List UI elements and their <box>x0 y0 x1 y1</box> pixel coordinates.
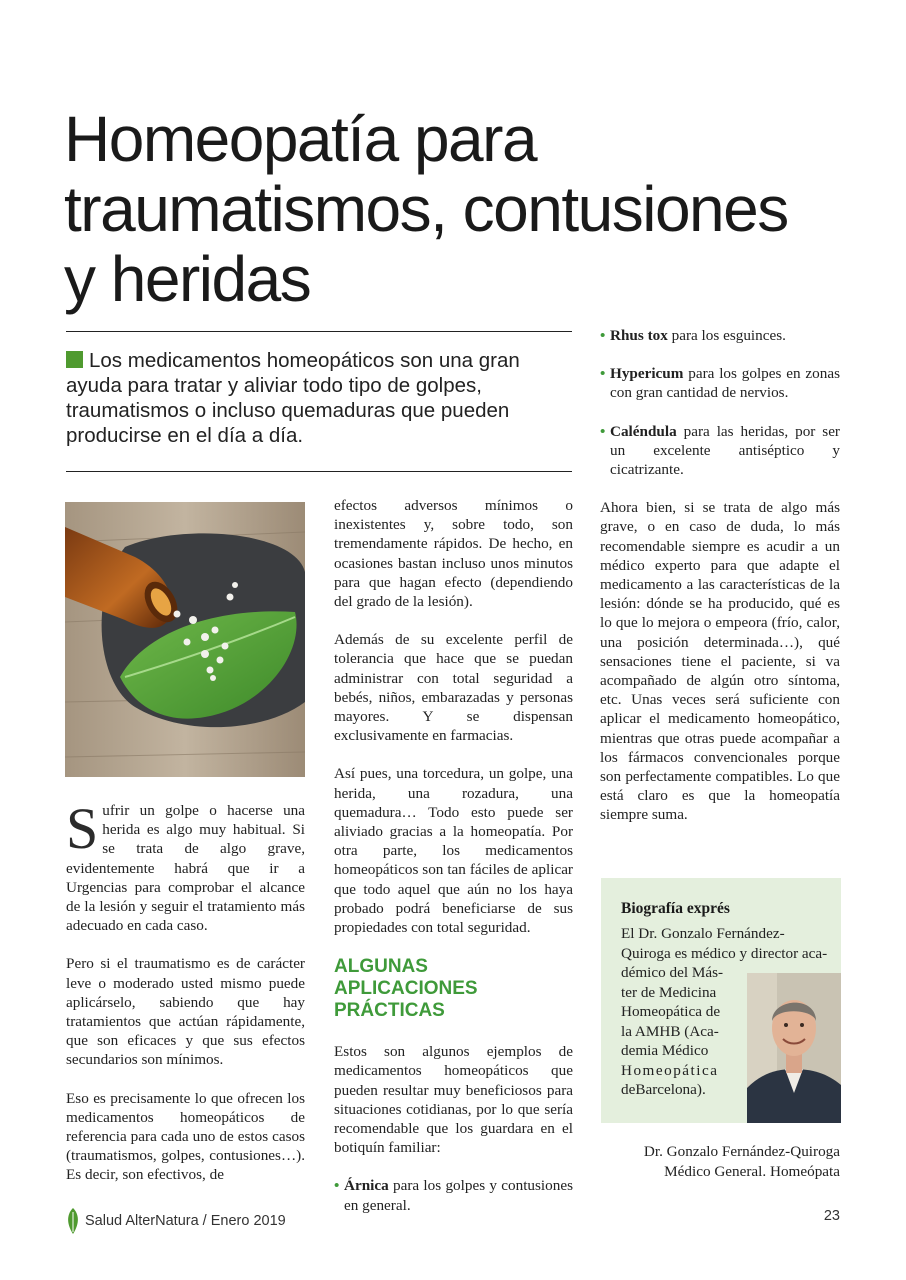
section-heading: ALGUNAS APLICACIONES PRÁCTICAS <box>334 956 478 1022</box>
lead-text: Los medicamentos homeopáticos son una gran ayuda para tratar y aliviar todo tipo de golpes, traumatismos o incluso quemaduras que pueden producirse en el día a día. <box>66 349 520 447</box>
bullet-hypericum: • Hypericum para los golpes en zonas con gran cantidad de nervios. <box>600 365 840 402</box>
bullet-dot-icon: • <box>600 327 606 344</box>
column-1 <box>66 796 305 1204</box>
page-number: 23 <box>823 1208 840 1224</box>
author-name: Dr. Gonzalo Fernández-Quiroga <box>643 1143 840 1160</box>
author-role: Médico General. Homeópata <box>664 1163 840 1180</box>
column-2 <box>334 496 573 1234</box>
col1-paragraph-3: Eso es precisamente lo que ofrecen los medicamentos homeopáticos de referencia para cada uno de estos casos (traumatismos, golpes, contusiones…). Es decir, son efectivos, de <box>66 1089 305 1184</box>
col2-paragraph-3: Así pues, una torcedura, un golpe, una herida, una rozadura, una quemadura… Todo esto puede ser aliviado gracias a la homeopatía. Por otra parte, los medicamentos homeopáticos son tan fáciles de aplicar que todo aquel que aún no los haya probado podrá beneficiarse de sus propiedades con total seguridad. <box>334 765 573 937</box>
col2-paragraph-1: efectos adversos mínimos o inexistentes y, sobre todo, son tremendamente rápidos. De hecho, en ocasiones bastan incluso unos minutos para que hagan efecto (dependiendo del grado de la lesión). <box>334 497 573 611</box>
lead-paragraph <box>66 348 571 448</box>
col2-paragraph-4: Estos son algunos ejemplos de medicamentos homeopáticos que pueden resultar muy beneficiosos para situaciones cotidianas, por lo que sería recomendable que los guardara en el botiquín familiar: <box>334 1043 573 1157</box>
col2-paragraph-2: Además de su excelente perfil de tolerancia que hace que se puedan administrar con total seguridad a bebés, niños, embarazadas y personas mayores. Y se dispensan exclusivamente en farmacias. <box>334 631 573 745</box>
bullet-arnica: • Árnica para los golpes y contusiones en general. <box>334 1177 573 1214</box>
bullet-dot-icon: • <box>334 1177 340 1195</box>
biography-title: Biografía exprés <box>621 900 730 917</box>
biography-text: El Dr. Gonzalo Fernández-Quiroga es médico y director aca- démico del Más- ter de Medicina Homeopática de la AMHB (Aca- demia Médico Homeopática deBarcelona). <box>621 925 828 1098</box>
author-portrait <box>747 973 841 1123</box>
title-line-1: Homeopatía para <box>64 103 537 175</box>
leaf-logo-icon <box>66 1208 80 1234</box>
title-line-3: y heridas <box>64 243 311 315</box>
publication-name: Salud AlterNatura / Enero 2019 <box>85 1213 286 1229</box>
bullet-rhus-tox: • Rhus tox para los esguinces. <box>600 327 786 344</box>
bullet-calendula: • Caléndula para las heridas, por ser un excelente antiséptico y cicatrizante. <box>600 422 840 479</box>
bullet-dot-icon: • <box>600 365 606 383</box>
col3-paragraph-1: Ahora bien, si se trata de algo más grave, o en caso de duda, lo más recomendable siempre es acudir a un médico experto para que adapte el medicamento a las características de la lesión: dónde se ha producido, qué es lo que lo mejora o empeora (frío, calor, una posición determinada…), qué sensaciones tiene el paciente, si va acompañado de algún otro síntoma, etc. Unas veces será suficiente con aplicar el medicamento homeopático, mientras que otras puede acompañar a los fármacos convencionales porque son perfectamente compatibles. Lo que está claro es que la homeopatía siempre suma. <box>600 499 840 824</box>
title-line-2: traumatismos, contusiones <box>64 173 788 245</box>
column-3 <box>600 326 840 844</box>
col1-paragraph-1: Sufrir un golpe o hacerse una herida es algo muy habitual. Si se trata de algo grave, evidentemente habrá que ir a Urgencias para comprobar el alcance de la lesión y seguir el tratamiento más adecuado en cada caso. <box>66 796 305 935</box>
lead-bottom-rule <box>66 471 572 472</box>
page-footer <box>66 1208 286 1234</box>
article-title <box>64 104 844 314</box>
col1-paragraph-2: Pero si el traumatismo es de carácter leve o moderado usted mismo puede aplicárselo, sabiendo que hay tratamientos que actúan rápidamente, que son eficaces y que sus efectos secundarios son mínimos. <box>66 955 305 1069</box>
homeopathy-photo <box>65 502 305 777</box>
lead-square-icon <box>66 351 83 368</box>
bullet-dot-icon: • <box>600 422 606 440</box>
drop-cap: S <box>66 796 99 861</box>
author-signature <box>644 1142 840 1182</box>
biography-box <box>601 878 841 1123</box>
lead-top-rule <box>66 331 572 332</box>
